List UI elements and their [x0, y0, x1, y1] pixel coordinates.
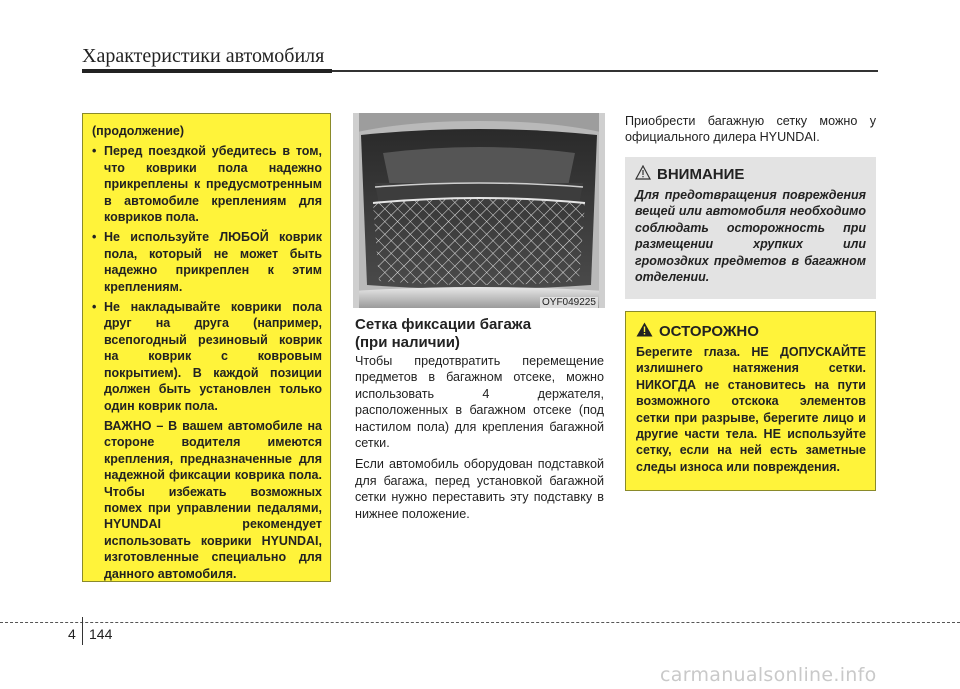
bullet-item — [92, 299, 322, 414]
bullet-item — [92, 143, 322, 225]
caution-header — [636, 322, 866, 341]
body-paragraph: Чтобы предотвратить перемещение предметов в багажном отсеке, можно использовать 4 держателя, расположенных в багажном отсеке (под настилом пола) для крепления багажной сетки. — [355, 354, 604, 451]
bullet-glyph: • — [92, 230, 97, 245]
warning-triangle-filled-icon — [636, 322, 653, 341]
photo-caption: OYF049225 — [542, 297, 596, 308]
page-number: 144 — [89, 626, 113, 642]
notice-text: Для предотвращения повреждения вещей или автомобиля необходимо соблюдать осторожность при размещении хрупких или громоздких предметов в багажном отделении. — [635, 188, 866, 285]
bullet-text: Перед поездкой убедитесь в том, что коврики пола надежно прикреплены к предусмотренным в автомобиле креплениям для ковриков пола. — [104, 144, 322, 225]
caution-box — [625, 311, 876, 491]
chapter-number: 4 — [68, 626, 76, 642]
notice-title: ВНИМАНИЕ — [657, 166, 745, 183]
page-header-title: Характеристики автомобиля — [82, 45, 325, 67]
site-watermark: carmanualsonline.info — [660, 664, 877, 686]
bullet-glyph: • — [92, 144, 97, 159]
notice-box — [625, 157, 876, 299]
continued-label: (продолжение) — [92, 124, 185, 138]
notice-header — [635, 165, 866, 184]
section-heading-line2: (при наличии) — [355, 334, 460, 351]
footer-dashed-rule — [0, 622, 960, 623]
trunk-illustration — [353, 113, 605, 308]
section-heading — [355, 316, 605, 352]
caution-text: Берегите глаза. НЕ ДОПУСКАЙТЕ излишнего натяжения сетки. НИКОГДА не становитесь на пути возможного отскока элементов сетки при разрыве, берегите лицо и другие части тела. НЕ используйте сетку, если на ней есть заметные следы износа или повреждения. — [636, 345, 866, 474]
body-paragraph: Если автомобиль оборудован подставкой для багажа, перед установкой багажной сетки нужно переставить эту подставку в нижнее положение. — [355, 457, 604, 521]
caution-title: ОСТОРОЖНО — [659, 323, 759, 340]
section-heading-line1: Сетка фиксации багажа — [355, 316, 532, 333]
cargo-net-photo — [353, 113, 605, 308]
warning-triangle-outline-icon — [635, 165, 651, 184]
bullet-item — [92, 229, 322, 295]
section-body — [355, 353, 604, 527]
dealer-note: Приобрести багажную сетку можно у официального дилера HYUNDAI. — [625, 114, 876, 145]
warning-bullet-list — [92, 143, 322, 414]
bullet-text: Не используйте ЛЮБОЙ коврик пола, который не может быть надежно прикреплен к этим креплениям. — [104, 230, 322, 294]
bullet-glyph: • — [92, 300, 97, 315]
footer-separator — [82, 617, 83, 645]
important-note: ВАЖНО – В вашем автомобиле на стороне водителя имеются крепления, предназначенные для надежной фиксации коврика пола. Чтобы избежать возможных помех при управлении педалями, HYUNDAI рекомендует использовать коврики HYUNDAI, изготовленные специально для данного автомобиля. — [104, 418, 322, 581]
bullet-text: Не накладывайте коврики пола друг на друга (например, всепогодный резиновый коврик на коврик с ковровым покрытием). В каждой позиции должен быть установлен только один коврик пола. — [104, 300, 322, 413]
floor-mat-warning-box — [82, 113, 331, 582]
header-rule-accent — [82, 69, 332, 73]
